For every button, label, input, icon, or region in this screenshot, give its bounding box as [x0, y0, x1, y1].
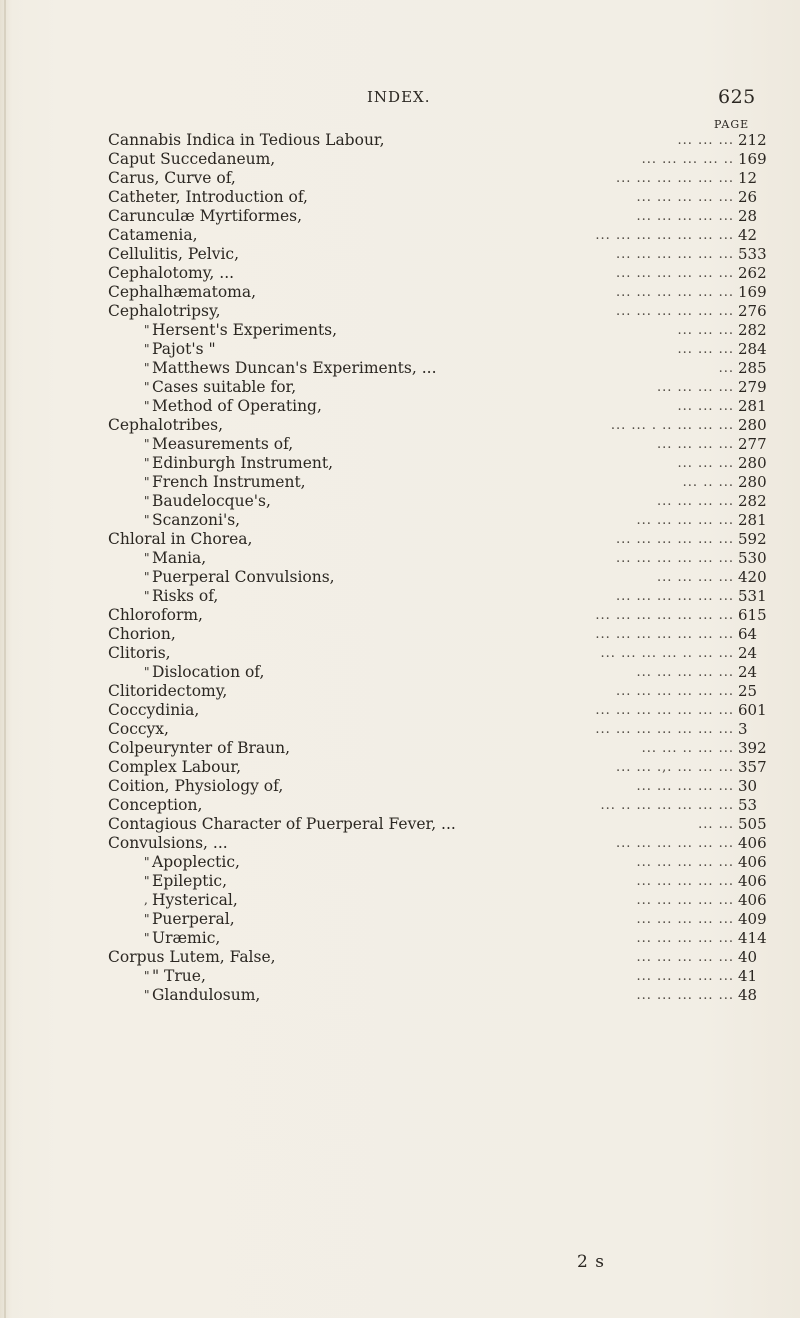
dot-leaders: ... ... ... ... ...	[636, 779, 734, 794]
dot-leaders: ... ... ... ... ...	[636, 513, 734, 528]
page-column-label: PAGE	[714, 118, 750, 131]
index-entry	[0, 834, 800, 853]
dot-leaders: ... ... ... ... ... ...	[615, 304, 734, 319]
index-entry	[0, 150, 800, 169]
entry-page-number: 406	[738, 834, 767, 852]
entry-page-number: 277	[738, 435, 767, 453]
entry-title: Cephalotribes,	[108, 416, 224, 434]
ditto-mark: ,	[144, 893, 148, 907]
entry-title: Carus, Curve of,	[108, 169, 236, 187]
index-entry	[0, 625, 800, 644]
index-entry	[0, 967, 800, 986]
dot-leaders: ... ... ... ... ...	[636, 912, 734, 927]
index-entry	[0, 302, 800, 321]
entry-title: Cellulitis, Pelvic,	[108, 245, 240, 263]
dot-leaders: ... ... ... ... ...	[636, 190, 734, 205]
entry-title: Risks of,	[152, 587, 219, 605]
ditto-mark: "	[144, 380, 150, 394]
entry-title: Hysterical,	[152, 891, 238, 909]
ditto-mark: "	[144, 399, 150, 413]
dot-leaders: ... ... ... ... ...	[636, 874, 734, 889]
dot-leaders: ... ... ... ... ... ... ...	[595, 228, 734, 243]
index-entry	[0, 929, 800, 948]
signature-mark: 2 s	[577, 1252, 605, 1272]
index-entry	[0, 948, 800, 967]
index-entry	[0, 492, 800, 511]
entry-title: Pajot's "	[152, 340, 216, 358]
entry-page-number: 169	[738, 150, 767, 168]
index-entry	[0, 226, 800, 245]
index-entry	[0, 815, 800, 834]
dot-leaders: ... ... ...	[677, 342, 734, 357]
entry-title: Epileptic,	[152, 872, 228, 890]
entry-page-number: 24	[738, 644, 758, 662]
ditto-mark: "	[144, 437, 150, 451]
entry-title: Cephalotripsy,	[108, 302, 221, 320]
entry-page-number: 615	[738, 606, 767, 624]
entry-page-number: 406	[738, 872, 767, 890]
index-entry	[0, 454, 800, 473]
entry-page-number: 409	[738, 910, 767, 928]
entry-title: Coccydinia,	[108, 701, 200, 719]
index-entry	[0, 416, 800, 435]
entry-title: Measurements of,	[152, 435, 294, 453]
ditto-mark: "	[144, 969, 150, 983]
entry-title: Coccyx,	[108, 720, 169, 738]
entry-title: Conception,	[108, 796, 203, 814]
dot-leaders: ... ... ...	[677, 133, 734, 148]
dot-leaders: ... ... .,. ... ... ...	[615, 760, 734, 775]
index-entry	[0, 739, 800, 758]
entry-title: Caput Succedaneum,	[108, 150, 276, 168]
entry-title: Colpeurynter of Braun,	[108, 739, 291, 757]
index-entry	[0, 530, 800, 549]
dot-leaders: ... ... ... ... ... ...	[615, 551, 734, 566]
ditto-mark: "	[144, 494, 150, 508]
entry-title: Cannabis Indica in Tedious Labour,	[108, 131, 385, 149]
dot-leaders: ... ... ... ...	[657, 570, 734, 585]
entry-page-number: 280	[738, 454, 767, 472]
entry-page-number: 601	[738, 701, 767, 719]
index-entry	[0, 283, 800, 302]
ditto-mark: "	[144, 361, 150, 375]
entry-title: Dislocation of,	[152, 663, 265, 681]
index-entry	[0, 131, 800, 150]
index-entry	[0, 758, 800, 777]
index-entry	[0, 397, 800, 416]
index-entry	[0, 986, 800, 1005]
ditto-mark: "	[144, 874, 150, 888]
dot-leaders: ... ... ... ... ... ... ...	[595, 722, 734, 737]
entry-page-number: 212	[738, 131, 767, 149]
entry-title: Catheter, Introduction of,	[108, 188, 308, 206]
ditto-mark: "	[144, 931, 150, 945]
entry-page-number: 41	[738, 967, 758, 985]
entry-title: Coition, Physiology of,	[108, 777, 284, 795]
entry-title: Convulsions, ...	[108, 834, 228, 852]
ditto-mark: "	[144, 988, 150, 1002]
entry-page-number: 169	[738, 283, 767, 301]
entry-page-number: 285	[738, 359, 767, 377]
entry-page-number: 530	[738, 549, 767, 567]
dot-leaders: ... .. ...	[682, 475, 734, 490]
index-entry	[0, 169, 800, 188]
entry-title: Clitoris,	[108, 644, 171, 662]
dot-leaders: ... ... ... ... ... ... ...	[595, 608, 734, 623]
entry-title: Glandulosum,	[152, 986, 261, 1004]
dot-leaders: ... ... .. ... ...	[641, 741, 734, 756]
index-entry	[0, 796, 800, 815]
index-entry	[0, 188, 800, 207]
entry-page-number: 357	[738, 758, 767, 776]
entry-title: Hersent's Experiments,	[152, 321, 338, 339]
entry-page-number: 64	[738, 625, 758, 643]
entry-page-number: 262	[738, 264, 767, 282]
index-entry	[0, 321, 800, 340]
dot-leaders: ... ... ... ... ...	[636, 209, 734, 224]
entry-page-number: 406	[738, 853, 767, 871]
entry-page-number: 40	[738, 948, 758, 966]
ditto-mark: "	[144, 513, 150, 527]
dot-leaders: ... ... ... ... ...	[636, 988, 734, 1003]
ditto-mark: "	[144, 323, 150, 337]
entry-page-number: 48	[738, 986, 758, 1004]
dot-leaders: ... ... ... ... ...	[636, 950, 734, 965]
index-entry	[0, 207, 800, 226]
entry-title: Mania,	[152, 549, 207, 567]
entry-page-number: 26	[738, 188, 758, 206]
entry-title: Apoplectic,	[152, 853, 240, 871]
dot-leaders: ... ... ...	[677, 323, 734, 338]
dot-leaders: ... ... ... ... ... ... ...	[595, 703, 734, 718]
entry-title: Cases suitable for,	[152, 378, 297, 396]
index-entry	[0, 435, 800, 454]
dot-leaders: ... ... ... ... ... ...	[615, 266, 734, 281]
dot-leaders: ...	[718, 361, 734, 376]
entry-page-number: 284	[738, 340, 767, 358]
index-entry	[0, 264, 800, 283]
dot-leaders: ... ... ... ... ... ...	[615, 836, 734, 851]
index-entry	[0, 853, 800, 872]
index-entry	[0, 473, 800, 492]
index-entry	[0, 511, 800, 530]
entry-page-number: 30	[738, 777, 758, 795]
entry-page-number: 282	[738, 492, 767, 510]
index-entry	[0, 720, 800, 739]
ditto-mark: "	[144, 665, 150, 679]
entry-title: Cephalhæmatoma,	[108, 283, 257, 301]
entry-title: Catamenia,	[108, 226, 198, 244]
dot-leaders: ... ... ... ...	[657, 380, 734, 395]
entry-title: Puerperal,	[152, 910, 235, 928]
index-entry	[0, 682, 800, 701]
index-entry	[0, 891, 800, 910]
entry-page-number: 392	[738, 739, 767, 757]
index-entry	[0, 549, 800, 568]
entry-title: Baudelocque's,	[152, 492, 271, 510]
ditto-mark: "	[144, 589, 150, 603]
entry-title: Uræmic,	[152, 929, 221, 947]
page-number: 625	[718, 86, 756, 108]
ditto-mark: "	[144, 342, 150, 356]
entry-page-number: 3	[738, 720, 748, 738]
entry-page-number: 276	[738, 302, 767, 320]
entry-title: Cephalotomy, ...	[108, 264, 235, 282]
entry-page-number: 28	[738, 207, 758, 225]
dot-leaders: ... ... ... ... ... ...	[615, 589, 734, 604]
index-entry	[0, 872, 800, 891]
entry-page-number: 24	[738, 663, 758, 681]
ditto-mark: "	[144, 551, 150, 565]
entry-title: Scanzoni's,	[152, 511, 241, 529]
entry-title: " True,	[152, 967, 206, 985]
dot-leaders: ... ... ... ... ... ...	[615, 285, 734, 300]
page-header	[0, 88, 800, 108]
entry-page-number: 592	[738, 530, 767, 548]
dot-leaders: ... ... ... ... ...	[636, 893, 734, 908]
entry-page-number: 12	[738, 169, 758, 187]
entry-title: Edinburgh Instrument,	[152, 454, 334, 472]
index-entry	[0, 663, 800, 682]
index-entry	[0, 340, 800, 359]
entry-title: Chorion,	[108, 625, 176, 643]
ditto-mark: "	[144, 456, 150, 470]
entry-page-number: 280	[738, 416, 767, 434]
dot-leaders: ... ... ... ... ...	[636, 931, 734, 946]
index-entry	[0, 568, 800, 587]
dot-leaders: ... ... ... ... ... ...	[615, 684, 734, 699]
entry-page-number: 281	[738, 511, 767, 529]
entry-title: Method of Operating,	[152, 397, 322, 415]
index-entry	[0, 587, 800, 606]
dot-leaders: ... ... ... ... .. ... ...	[600, 646, 734, 661]
entry-page-number: 53	[738, 796, 758, 814]
entry-page-number: 531	[738, 587, 767, 605]
dot-leaders: ... ... ... ... ...	[636, 969, 734, 984]
entry-page-number: 282	[738, 321, 767, 339]
entry-title: Corpus Lutem, False,	[108, 948, 276, 966]
dot-leaders: ... ... ...	[677, 456, 734, 471]
entry-title: Chloral in Chorea,	[108, 530, 253, 548]
running-title: INDEX.	[367, 88, 431, 106]
dot-leaders: ... ... ... ...	[657, 494, 734, 509]
entry-title: Complex Labour,	[108, 758, 242, 776]
entry-title: Chloroform,	[108, 606, 203, 624]
entry-page-number: 280	[738, 473, 767, 491]
dot-leaders: ... ... ... ...	[657, 437, 734, 452]
index-entries	[0, 131, 800, 1005]
entry-page-number: 420	[738, 568, 767, 586]
dot-leaders: ... ... ... ... ... ...	[615, 247, 734, 262]
dot-leaders: ... ... ...	[677, 399, 734, 414]
entry-title: Matthews Duncan's Experiments, ...	[152, 359, 437, 377]
entry-page-number: 505	[738, 815, 767, 833]
entry-title: Puerperal Convulsions,	[152, 568, 335, 586]
entry-page-number: 279	[738, 378, 767, 396]
dot-leaders: ... ... ... ... ..	[641, 152, 734, 167]
entry-page-number: 414	[738, 929, 767, 947]
index-entry	[0, 378, 800, 397]
entry-page-number: 25	[738, 682, 758, 700]
index-entry	[0, 910, 800, 929]
dot-leaders: ... ... ... ... ...	[636, 665, 734, 680]
entry-title: French Instrument,	[152, 473, 306, 491]
index-entry	[0, 606, 800, 625]
dot-leaders: ... ... ... ... ... ...	[615, 532, 734, 547]
dot-leaders: ... ... . .. ... ... ...	[610, 418, 734, 433]
dot-leaders: ... ... ... ... ...	[636, 855, 734, 870]
dot-leaders: ... ...	[698, 817, 734, 832]
dot-leaders: ... ... ... ... ... ...	[615, 171, 734, 186]
entry-page-number: 42	[738, 226, 758, 244]
entry-title: Carunculæ Myrtiformes,	[108, 207, 303, 225]
ditto-mark: "	[144, 475, 150, 489]
dot-leaders: ... .. ... ... ... ... ...	[600, 798, 734, 813]
entry-title: Contagious Character of Puerperal Fever, ...	[108, 815, 456, 833]
index-entry	[0, 245, 800, 264]
index-entry	[0, 644, 800, 663]
ditto-mark: "	[144, 855, 150, 869]
ditto-mark: "	[144, 912, 150, 926]
entry-page-number: 281	[738, 397, 767, 415]
entry-title: Clitoridectomy,	[108, 682, 228, 700]
index-entry	[0, 777, 800, 796]
entry-page-number: 406	[738, 891, 767, 909]
index-entry	[0, 701, 800, 720]
dot-leaders: ... ... ... ... ... ... ...	[595, 627, 734, 642]
index-entry	[0, 359, 800, 378]
ditto-mark: "	[144, 570, 150, 584]
entry-page-number: 533	[738, 245, 767, 263]
